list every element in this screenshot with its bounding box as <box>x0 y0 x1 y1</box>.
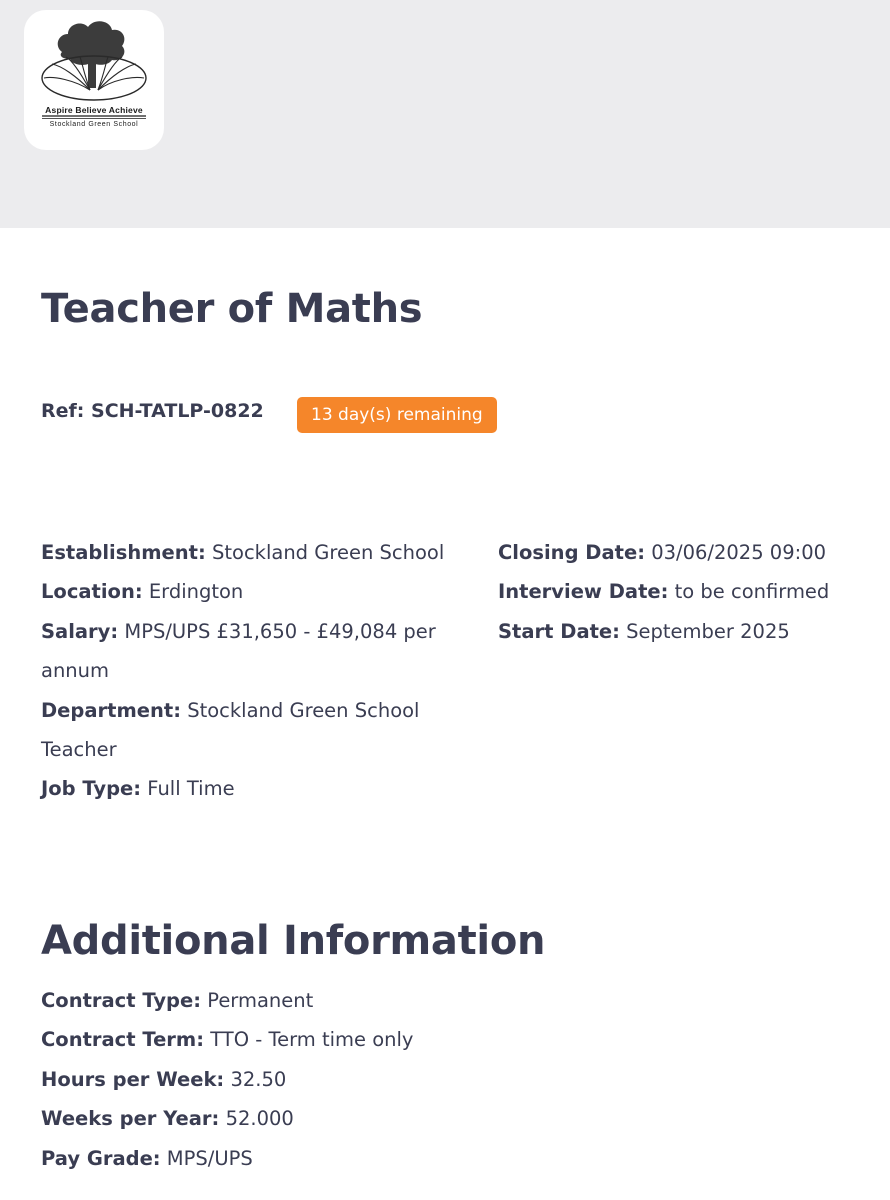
weeks-per-year-row <box>41 1099 841 1138</box>
reference-line <box>41 400 264 422</box>
job-type-label: Job Type: <box>41 777 142 801</box>
logo-school-name: Stockland Green School <box>49 121 139 128</box>
salary-row <box>41 612 481 691</box>
logo-motto: Aspire Believe Achieve <box>45 105 143 115</box>
weeks-per-year-label: Weeks per Year: <box>41 1107 220 1131</box>
hours-per-week-value: 32.50 <box>230 1067 287 1091</box>
start-date-value: September 2025 <box>626 619 790 643</box>
weeks-per-year-value: 52.000 <box>225 1107 294 1131</box>
salary-value: MPS/UPS £31,650 - £49,084 per annum <box>41 619 436 683</box>
hours-per-week-label: Hours per Week: <box>41 1067 225 1091</box>
location-value: Erdington <box>148 580 244 604</box>
job-details-right <box>498 533 878 651</box>
ref-value: SCH-TATLP-0822 <box>91 400 264 422</box>
closing-date-row <box>498 533 878 572</box>
page-title: Teacher of Maths <box>41 286 423 332</box>
location-row <box>41 572 481 611</box>
school-logo[interactable] <box>24 10 164 150</box>
start-date-row <box>498 612 878 651</box>
salary-label: Salary: <box>41 619 119 643</box>
establishment-label: Establishment: <box>41 541 206 564</box>
interview-date-value: to be confirmed <box>674 580 830 604</box>
establishment-row <box>41 533 481 572</box>
closing-date-label: Closing Date: <box>498 541 646 564</box>
job-type-value: Full Time <box>147 777 235 801</box>
department-label: Department: <box>41 698 182 722</box>
contract-term-value: TTO - Term time only <box>210 1028 414 1052</box>
contract-term-label: Contract Term: <box>41 1028 205 1052</box>
department-row <box>41 691 481 770</box>
contract-type-value: Permanent <box>207 989 314 1012</box>
additional-information-heading: Additional Information <box>41 918 546 964</box>
pay-grade-label: Pay Grade: <box>41 1146 161 1170</box>
contract-type-row <box>41 981 841 1020</box>
contract-type-label: Contract Type: <box>41 989 202 1012</box>
job-type-row <box>41 769 481 808</box>
department-value: Stockland Green School Teacher <box>41 698 420 762</box>
header-band <box>0 0 890 228</box>
establishment-value: Stockland Green School <box>211 541 445 564</box>
days-remaining-badge: 13 day(s) remaining <box>297 397 497 433</box>
pay-grade-value: MPS/UPS <box>166 1146 253 1170</box>
interview-date-label: Interview Date: <box>498 580 669 604</box>
contract-term-row <box>41 1020 841 1059</box>
location-label: Location: <box>41 580 143 604</box>
job-details-left <box>41 533 481 809</box>
ref-label: Ref: <box>41 400 85 422</box>
tree-logo-icon <box>24 10 164 150</box>
pay-grade-row <box>41 1139 841 1178</box>
hours-per-week-row <box>41 1060 841 1099</box>
closing-date-value: 03/06/2025 09:00 <box>651 541 827 564</box>
start-date-label: Start Date: <box>498 619 620 643</box>
interview-date-row <box>498 572 878 611</box>
additional-information-list <box>41 981 841 1178</box>
